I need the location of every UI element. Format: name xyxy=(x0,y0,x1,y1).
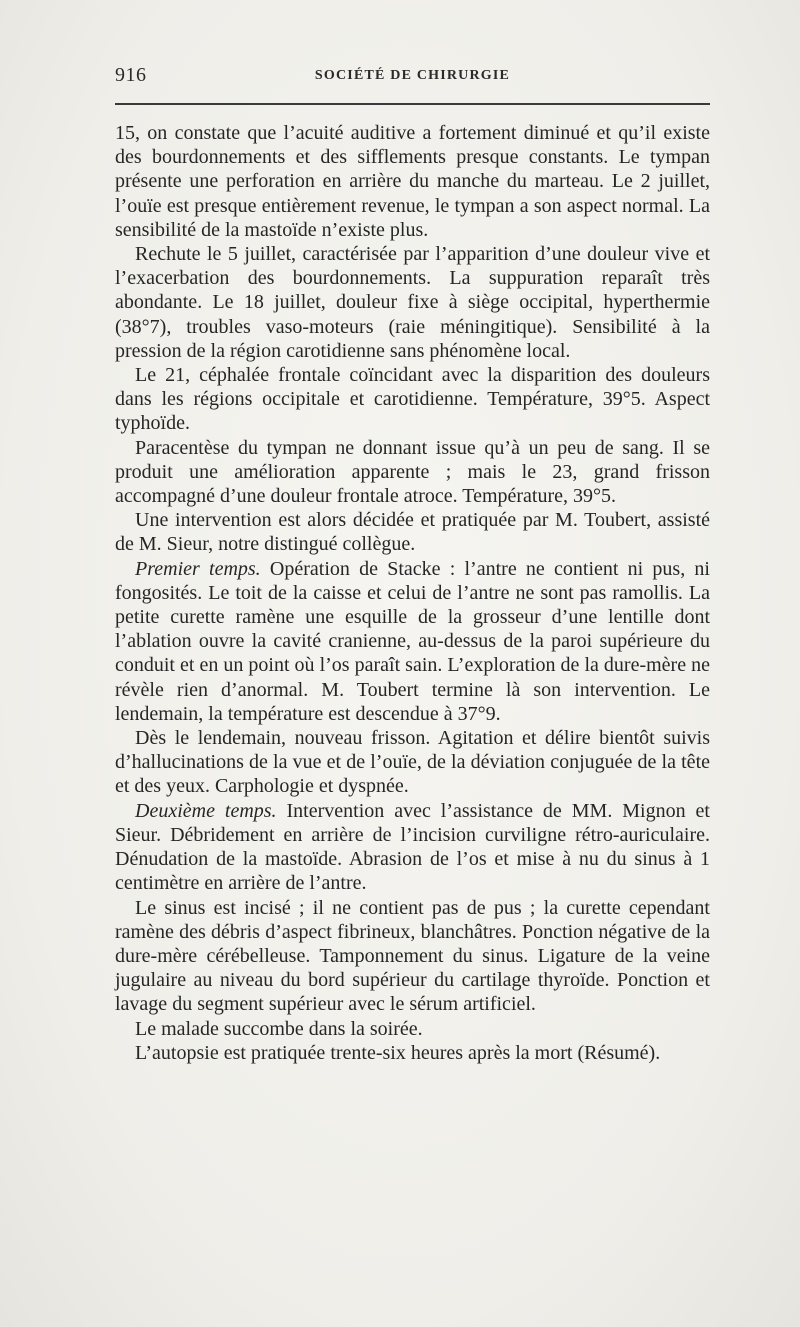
paragraph: Deuxième temps. Intervention avec l’assistance de MM. Mignon et Sieur. Débridement en arrière de l’incision curviligne rétro-auriculaire. Dénudation de la mastoïde. Abrasion de l’os et mise à nu du sinus à 1 centimètre en arrière de l’antre. xyxy=(115,799,710,895)
paragraph: Dès le lendemain, nouveau frisson. Agitation et délire bientôt suivis d’hallucinations de la vue et de l’ouïe, de la déviation conjuguée de la tête et des yeux. Carphologie et dyspnée. xyxy=(115,727,710,798)
paragraph: Paracentèse du tympan ne donnant issue qu’à un peu de sang. Il se produit une amélioration apparente ; mais le 23, grand frisson accompagné d’une douleur frontale atroce. Température, 39°5. xyxy=(115,436,710,508)
paragraph: Premier temps. Opération de Stacke : l’antre ne contient ni pus, ni fongosités. Le toit de la caisse et celui de l’antre ne sont pas ramollis. La petite curette ramène une esquille de la grosseur d’une lentille dont l’ablation ouvre la cavité cranienne, au-dessus de la paroi supérieure du conduit et en un point où l’os paraît sain. L’exploration de la dure-mère ne révèle rien d’anormal. M. Toubert termine là son intervention. Le lendemain, la température est descendue à 37°9. xyxy=(115,557,710,725)
running-title: SOCIÉTÉ DE CHIRURGIE xyxy=(314,68,511,83)
section-lead: Deuxième temps. xyxy=(135,799,277,822)
page-header xyxy=(115,64,710,92)
paragraph: Le 21, céphalée frontale coïncidant avec la disparition des douleurs dans les régions occipitale et carotidienne. Température, 39°5. Aspect typhoïde. xyxy=(115,364,710,435)
paragraph: Le sinus est incisé ; il ne contient pas de pus ; la curette cependant ramène des débris d’aspect fibrineux, blanchâtres. Ponction négative de la dure-mère cérébelleuse. Tamponnement du sinus. Ligature de la veine jugulaire au niveau du bord supérieur du cartilage thyroïde. Ponction et lavage du segment supérieur avec le sérum artificiel. xyxy=(115,896,710,1016)
paragraph: Le malade succombe dans la soirée. xyxy=(135,1017,423,1040)
paragraph: Une intervention est alors décidée et pratiquée par M. Toubert, assisté de M. Sieur, notre distingué collègue. xyxy=(115,509,710,556)
paragraph: 15, on constate que l’acuité auditive a fortement diminué et qu’il existe des bourdonnements et des sifflements presque constants. Le tympan présente une perforation en arrière du manche du marteau. Le 2 juillet, l’ouïe est presque entièrement revenue, le tympan a son aspect normal. La sensibilité de la mastoïde n’existe plus. xyxy=(115,122,710,241)
header-rule xyxy=(115,103,710,105)
body-text xyxy=(115,121,710,1065)
section-lead: Premier temps. xyxy=(135,557,261,580)
paragraph: Rechute le 5 juillet, caractérisée par l’apparition d’une douleur vive et l’exacerbation des bourdonnements. La suppuration reparaît très abondante. Le 18 juillet, douleur fixe à siège occipital, hyperthermie (38°7), troubles vaso-moteurs (raie méningitique). Sensibilité à la pression de la région carotidienne sans phénomène local. xyxy=(115,243,710,362)
paragraph: L’autopsie est pratiquée trente-six heures après la mort (Résumé). xyxy=(135,1041,661,1064)
page-number: 916 xyxy=(115,64,147,86)
